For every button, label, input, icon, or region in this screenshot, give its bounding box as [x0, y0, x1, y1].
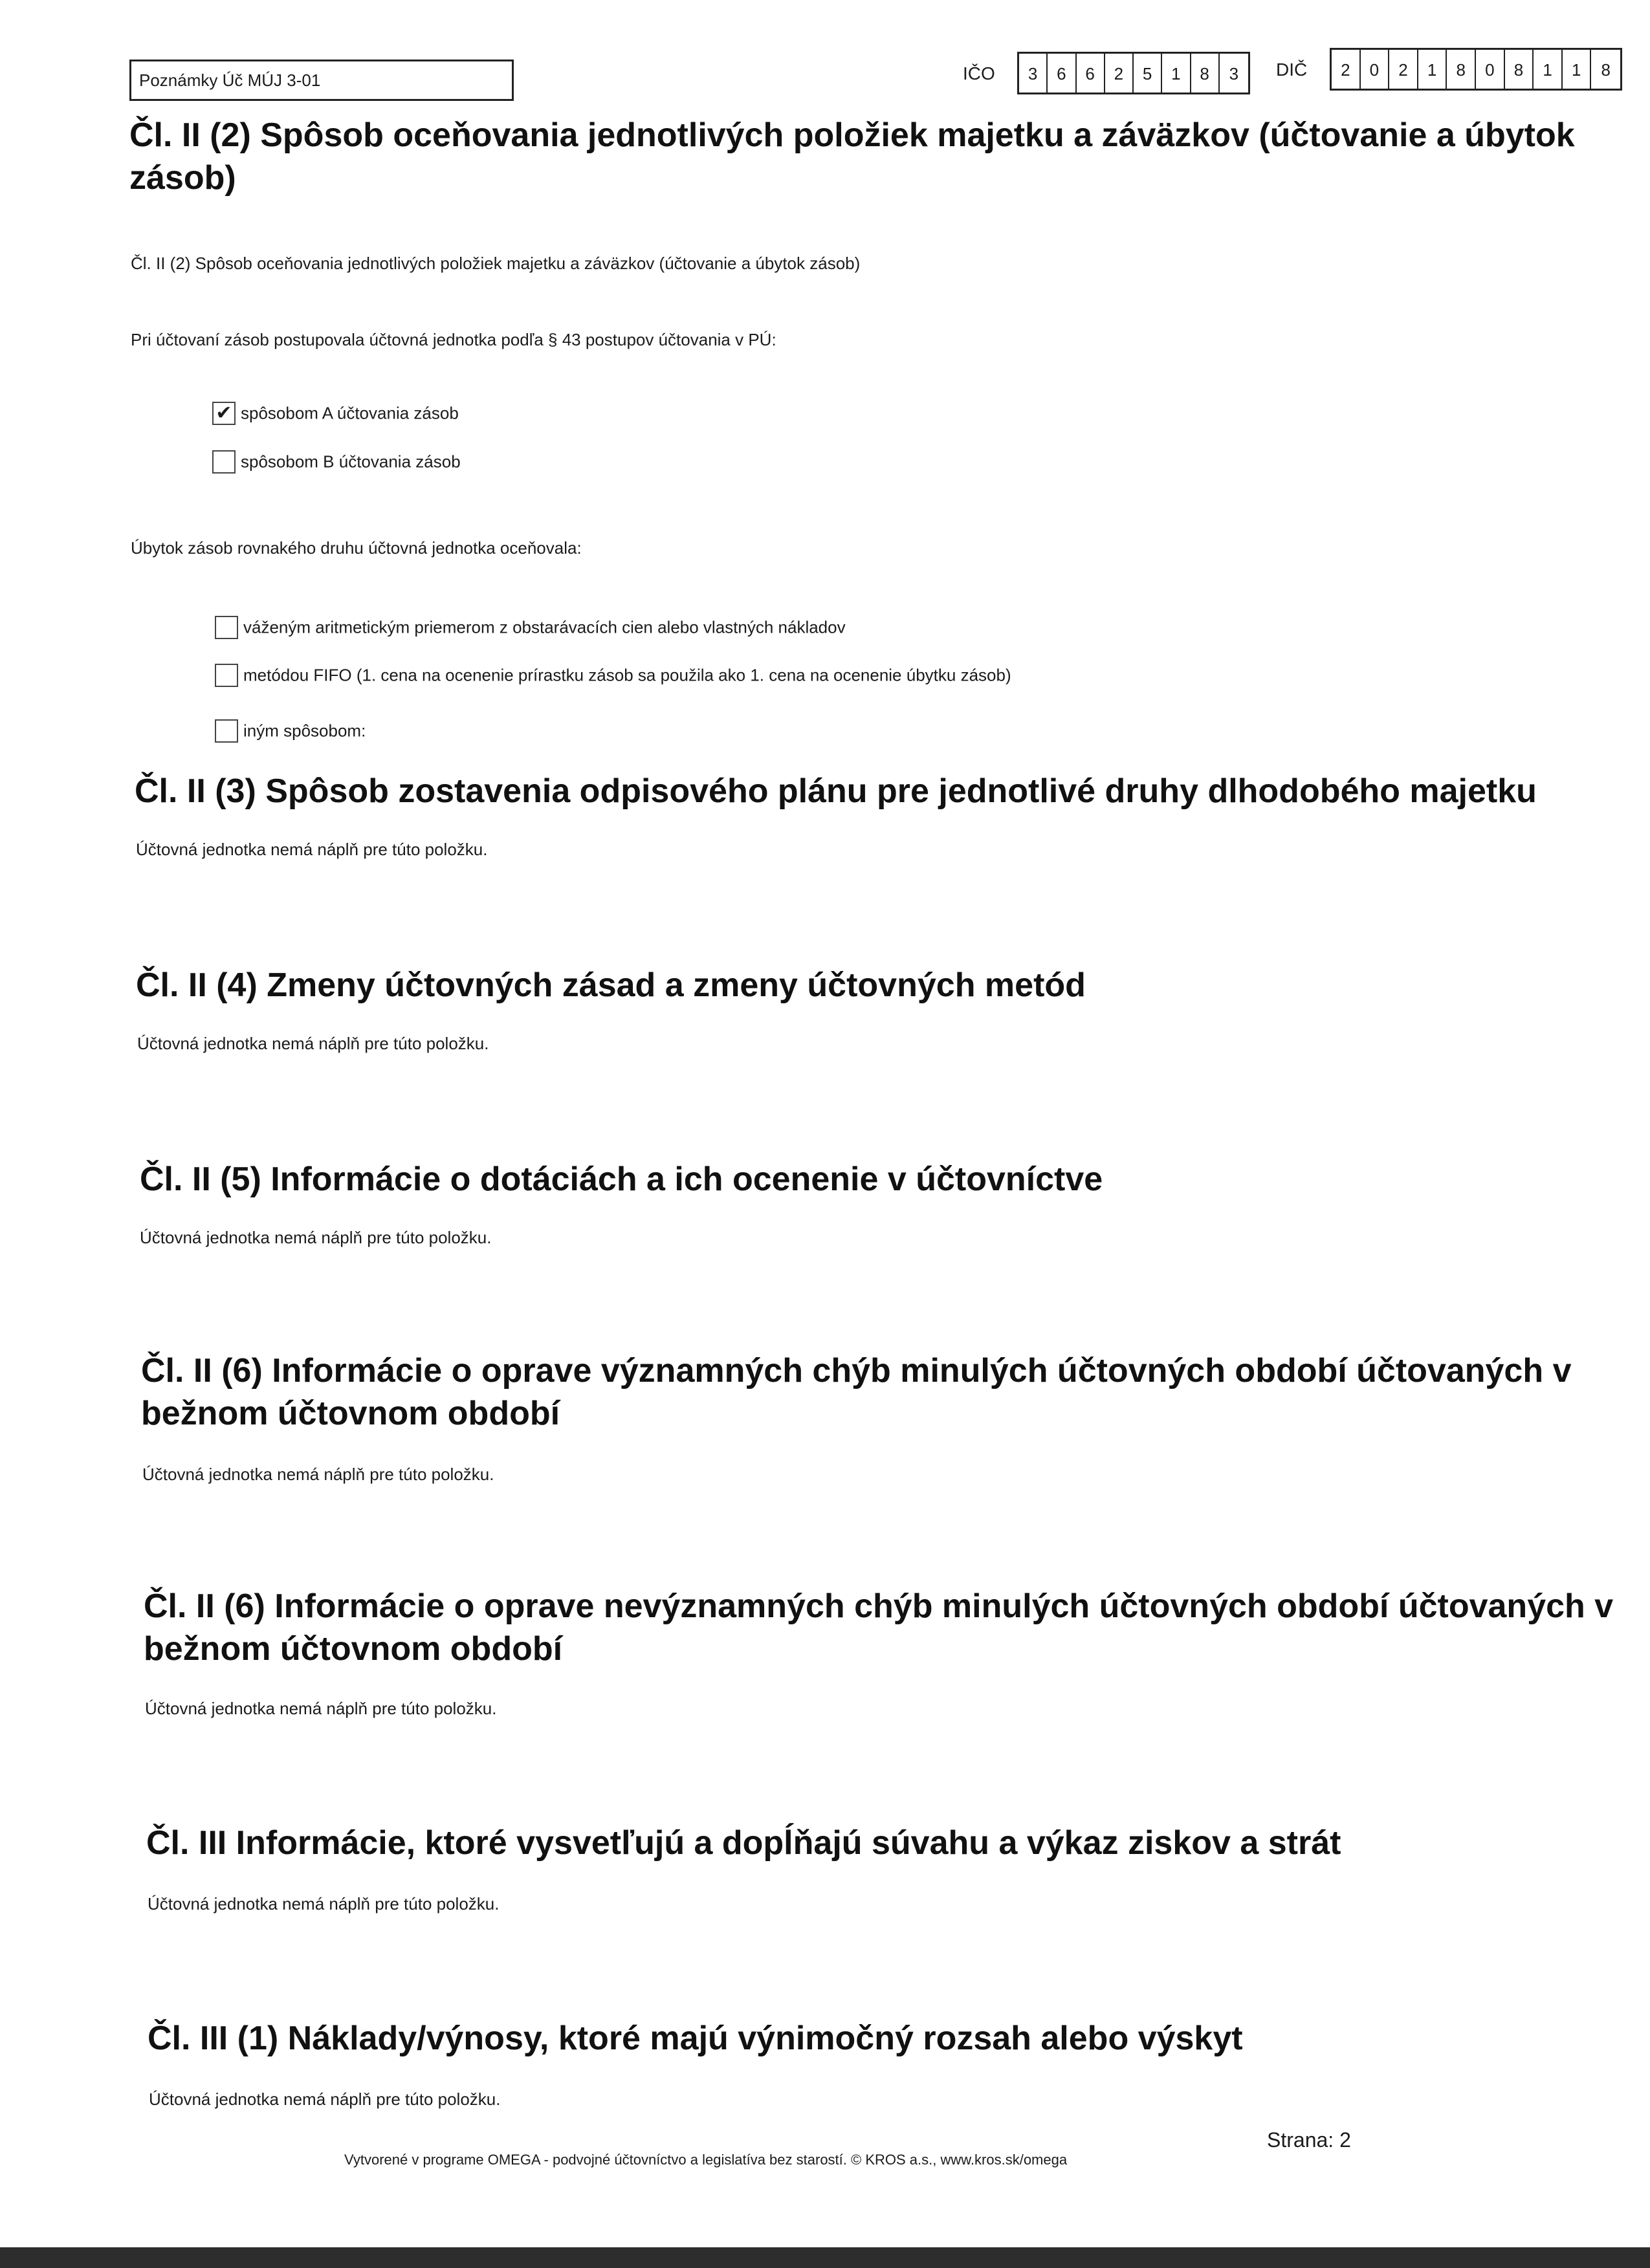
section-title: Čl. II (3) Spôsob zostavenia odpisového plánu pre jednotlivé druhy dlhodobého majetku [135, 772, 1537, 810]
form-name-box [129, 60, 514, 101]
method-option-b [212, 450, 461, 474]
digit-cell: 6 [1048, 54, 1076, 93]
digit-cell: 3 [1229, 64, 1239, 83]
ico-digit-boxes [1017, 52, 1250, 94]
option-label: iným spôsobom: [243, 721, 366, 741]
section-title: Čl. III Informácie, ktoré vysvetľujú a dopĺňajú súvahu a výkaz ziskov a strát [146, 1824, 1341, 1862]
digit-cell: 8 [1601, 60, 1611, 80]
digit-cell: 8 [1447, 50, 1476, 89]
valuation-option-fifo [215, 664, 1011, 687]
digit-cell: 1 [1563, 50, 1592, 89]
digit-cell: 1 [1162, 54, 1191, 93]
section-title [144, 1585, 1645, 1670]
option-label: váženým aritmetickým priemerom z obstarávacích cien alebo vlastných nákladov [243, 617, 846, 637]
digit-cell: 8 [1505, 50, 1534, 89]
section-note: Účtovná jednotka nemá náplň pre túto položku. [145, 1699, 497, 1718]
section-note: Účtovná jednotka nemá náplň pre túto položku. [140, 1228, 492, 1247]
digit-cell: 5 [1134, 54, 1162, 93]
section-title: Čl. III (1) Náklady/výnosy, ktoré majú výnimočný rozsah alebo výskyt [148, 2020, 1243, 2057]
section-title-line: Čl. II (2) Spôsob oceňovania jednotlivých položiek majetku a záväzkov (účtovanie a úbytok [129, 116, 1575, 154]
section-note: Účtovná jednotka nemá náplň pre túto položku. [137, 1034, 489, 1053]
option-label: metódou FIFO (1. cena na ocenenie prírastku zásob sa použila ako 1. cena na ocenenie úbytku zásob) [243, 665, 1011, 685]
digit-cell: 6 [1077, 54, 1105, 93]
digit-cell: 1 [1534, 50, 1563, 89]
section-title [141, 1349, 1629, 1435]
digit-cell: 0 [1476, 50, 1505, 89]
section-note: Účtovná jednotka nemá náplň pre túto položku. [142, 1465, 494, 1484]
digit-cell: 1 [1418, 50, 1447, 89]
valuation-intro: Úbytok zásob rovnakého druhu účtovná jednotka oceňovala: [131, 538, 582, 558]
method-option-a [212, 402, 459, 425]
option-label: spôsobom A účtovania zásob [241, 403, 459, 423]
inventory-intro: Pri účtovaní zásob postupovala účtovná jednotka podľa § 43 postupov účtovania v PÚ: [131, 330, 776, 349]
section-title-line: Čl. II (6) Informácie o oprave nevýznamných chýb minulých účtovných období účtovaných v [144, 1587, 1614, 1625]
ico-label: IČO [963, 63, 995, 83]
checkbox-method-b[interactable] [212, 450, 236, 474]
digit-cell: 3 [1019, 54, 1048, 93]
section-note: Účtovná jednotka nemá náplň pre túto položku. [136, 840, 488, 859]
dic-label: DIČ [1276, 60, 1308, 80]
section-title-line: bežnom účtovnom období [144, 1630, 563, 1668]
dic-digit-boxes [1330, 48, 1622, 91]
digit-cell: 8 [1191, 54, 1220, 93]
section-subtitle: Čl. II (2) Spôsob oceňovania jednotlivých položiek majetku a záväzkov (účtovanie a úbytok zásob) [131, 254, 861, 273]
checkbox-weighted-average[interactable] [215, 616, 238, 639]
digit-cell: 2 [1105, 54, 1134, 93]
option-label: spôsobom B účtovania zásob [241, 452, 461, 472]
section-title [129, 114, 1605, 199]
footer-generated-by: Vytvorené v programe OMEGA - podvojné účtovníctvo a legislatíva bez starostí. © KROS a.s., www.kros.sk/omega [344, 2152, 1068, 2168]
page-number: Strana: 2 [1267, 2128, 1351, 2152]
digit-cell: 2 [1332, 50, 1361, 89]
digit-cell: 2 [1389, 50, 1418, 89]
section-title: Čl. II (5) Informácie o dotáciách a ich ocenenie v účtovníctve [140, 1161, 1103, 1198]
digit-cell: 0 [1361, 50, 1390, 89]
section-title-line: zásob) [129, 159, 236, 197]
section-note: Účtovná jednotka nemá náplň pre túto položku. [149, 2089, 501, 2109]
section-title-line: Čl. II (6) Informácie o oprave významných chýb minulých účtovných období účtovaných v [141, 1352, 1572, 1390]
section-note: Účtovná jednotka nemá náplň pre túto položku. [148, 1894, 500, 1914]
checkbox-method-a[interactable]: ✔ [212, 402, 236, 425]
valuation-option-weighted-average [215, 616, 846, 639]
section-title-line: bežnom účtovnom období [141, 1395, 560, 1432]
form-name: Poznámky Úč MÚJ 3-01 [139, 71, 321, 90]
checkbox-fifo[interactable] [215, 664, 238, 687]
valuation-option-other [215, 719, 366, 743]
checkbox-other-method[interactable] [215, 719, 238, 743]
section-title: Čl. II (4) Zmeny účtovných zásad a zmeny účtovných metód [136, 966, 1086, 1004]
scan-edge [0, 2247, 1650, 2268]
